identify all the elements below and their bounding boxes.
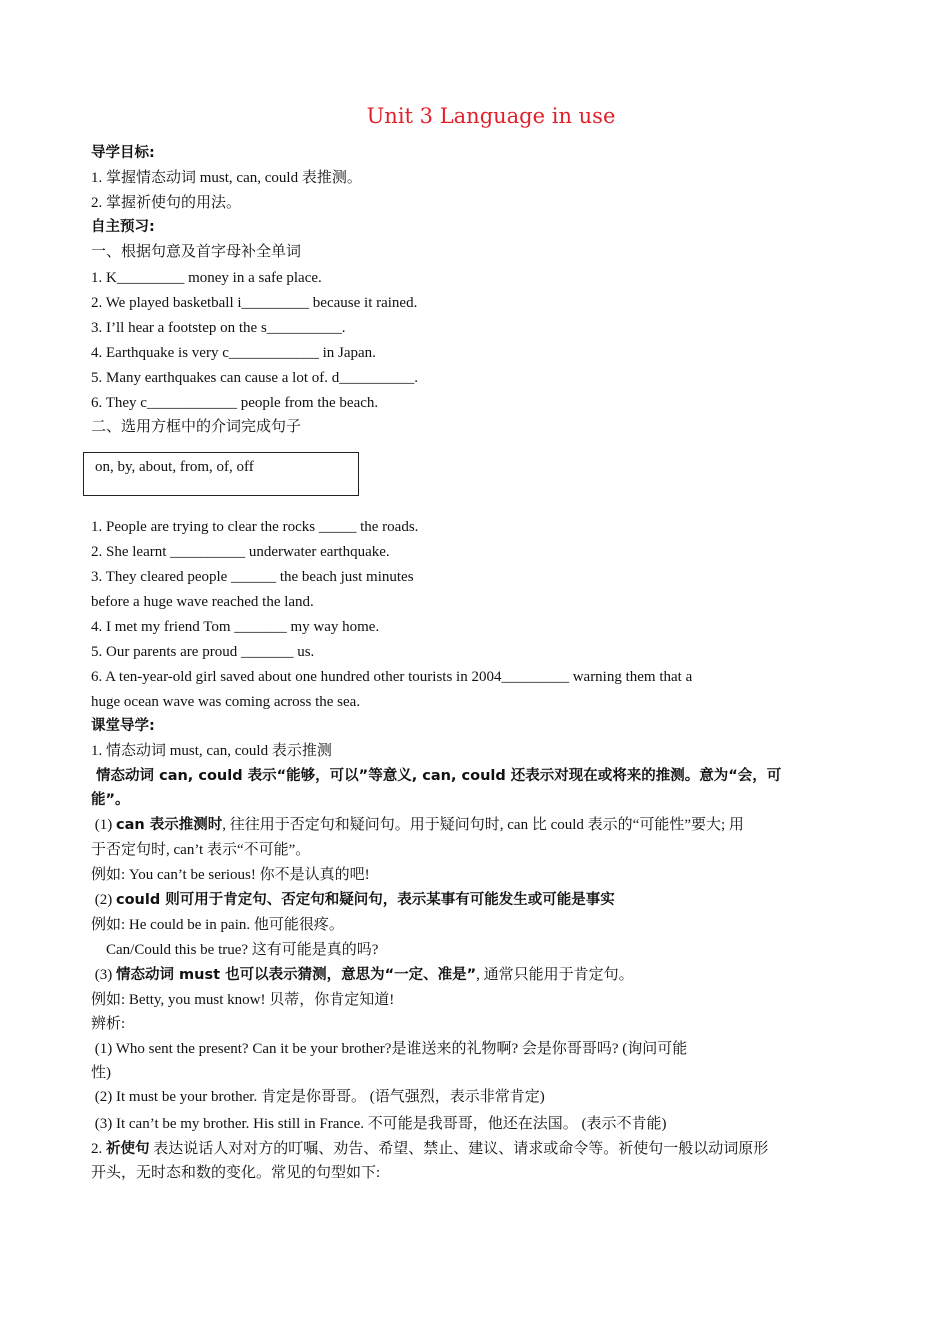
text: 一、根据句意及首字母补全单词 [91, 244, 302, 260]
text-line [91, 542, 390, 562]
text: before a huge wave reached the land. [91, 594, 314, 610]
text-line [91, 617, 379, 637]
text-line [91, 667, 692, 687]
bold-text: 祈使句 [106, 1141, 150, 1157]
text: (3) [91, 967, 116, 983]
text-line [91, 393, 378, 413]
text: Can/Could this be true? 这有可能是真的吗? [91, 942, 379, 958]
text-line [91, 1087, 545, 1107]
text: 性) [91, 1065, 111, 1081]
bold-text: could 则可用于肯定句、否定句和疑问句，表示某事有可能发生或可能是事实 [116, 892, 615, 908]
text: 5. Our parents are proud _______ us. [91, 644, 315, 660]
bold-text: can 表示推测时 [116, 817, 223, 833]
text-line [91, 217, 155, 237]
text: 6. A ten-year-old girl saved about one hundred other tourists in 2004_________ warning them that a [91, 669, 693, 685]
text-line [91, 268, 322, 288]
text-line [91, 368, 418, 388]
bold-text: 课堂导学: [91, 718, 155, 734]
text: (1) Who sent the present? Can it be your brother?是谁送来的礼物啊? 会是你哥哥吗? (询问可能 [91, 1041, 688, 1057]
text-line [91, 741, 332, 761]
text-line [91, 1139, 768, 1159]
text-line [91, 642, 314, 662]
text-line [91, 168, 362, 188]
text-line [91, 567, 414, 587]
bold-text: 自主预习: [91, 219, 155, 235]
text-line [91, 840, 310, 860]
text-line [91, 940, 378, 960]
text: 5. Many earthquakes can cause a lot of. d__________. [91, 370, 418, 386]
text-line [91, 293, 417, 313]
text-line [91, 1063, 111, 1083]
text-line [91, 815, 744, 835]
text-line [91, 343, 376, 363]
text-line [91, 965, 634, 985]
text: 2. [91, 1141, 106, 1157]
text-line [91, 592, 314, 612]
text: 辨析: [91, 1016, 126, 1032]
text: 二、选用方框中的介词完成句子 [91, 419, 302, 435]
text: 1. 情态动词 must, can, could 表示推测 [91, 743, 332, 759]
text-line [91, 790, 130, 810]
text: 1. 掌握情态动词 must, can, could 表推测。 [91, 170, 362, 186]
text-line [91, 318, 346, 338]
text: 例如: He could be in pain. 他可能很疼。 [91, 917, 344, 933]
bold-text: 能”。 [91, 792, 130, 808]
text-line [91, 692, 360, 712]
text-line [91, 517, 418, 537]
text-line [91, 1014, 125, 1034]
text-line [91, 890, 615, 910]
text-line [91, 716, 155, 736]
text-line [91, 417, 301, 437]
text-line [91, 143, 155, 163]
text-line [91, 766, 781, 786]
bold-text: 情态动词 must 也可以表示猜测，意思为“一定、准是” [116, 967, 477, 983]
text: , 通常只能用于肯定句。 [476, 967, 634, 983]
text: 例如: You can’t be serious! 你不是认真的吧! [91, 867, 370, 883]
bold-text: 情态动词 can, could 表示“能够，可以”等意义, can, could 还表示对现在或将来的推测。意为“会，可 [91, 768, 782, 784]
text-line [91, 1114, 667, 1134]
text: (1) [91, 817, 116, 833]
text: huge ocean wave was coming across the sea. [91, 694, 361, 710]
text: 1. K_________ money in a safe place. [91, 270, 322, 286]
text: 例如: Betty, you must know! 贝蒂，你肯定知道! [91, 992, 395, 1008]
text-line [91, 193, 241, 213]
text: 4. I met my friend Tom _______ my way home. [91, 619, 380, 635]
text-line [91, 1039, 687, 1059]
text: 4. Earthquake is very c____________ in Japan. [91, 345, 376, 361]
text: 于否定句时, can’t 表示“不可能”。 [91, 842, 311, 858]
text: 6. They c____________ people from the beach. [91, 395, 379, 411]
document-title: Unit 3 Language in use [366, 104, 616, 128]
text: (2) [91, 892, 116, 908]
text: 1. People are trying to clear the rocks _____ the roads. [91, 519, 419, 535]
text-line [91, 865, 370, 885]
text: 2. We played basketball i_________ because it rained. [91, 295, 418, 311]
text-line [91, 915, 344, 935]
word-box-text: on, by, about, from, of, off [95, 459, 254, 475]
bold-text: 导学目标: [91, 145, 155, 161]
text-line [91, 242, 301, 262]
text: (2) It must be your brother. 肯定是你哥哥。 (语气强烈，表示非常肯定) [91, 1089, 545, 1105]
preposition-word-box [83, 452, 359, 496]
text: 表达说话人对对方的叮嘱、劝告、希望、禁止、建议、请求或命令等。祈使句一般以动词原形 [149, 1141, 769, 1157]
text: 开头，无时态和数的变化。常见的句型如下: [91, 1165, 381, 1181]
text: 3. They cleared people ______ the beach just minutes [91, 569, 414, 585]
text: , 往往用于否定句和疑问句。用于疑问句时, can 比 could 表示的“可能性”要大; 用 [222, 817, 744, 833]
text: 3. I’ll hear a footstep on the s__________. [91, 320, 346, 336]
text-line [91, 1163, 380, 1183]
text: 2. 掌握祈使句的用法。 [91, 195, 242, 211]
text: (3) It can’t be my brother. His still in France. 不可能是我哥哥，他还在法国。 (表示不肯能) [91, 1116, 667, 1132]
text-line [91, 990, 394, 1010]
text: 2. She learnt __________ underwater earthquake. [91, 544, 390, 560]
